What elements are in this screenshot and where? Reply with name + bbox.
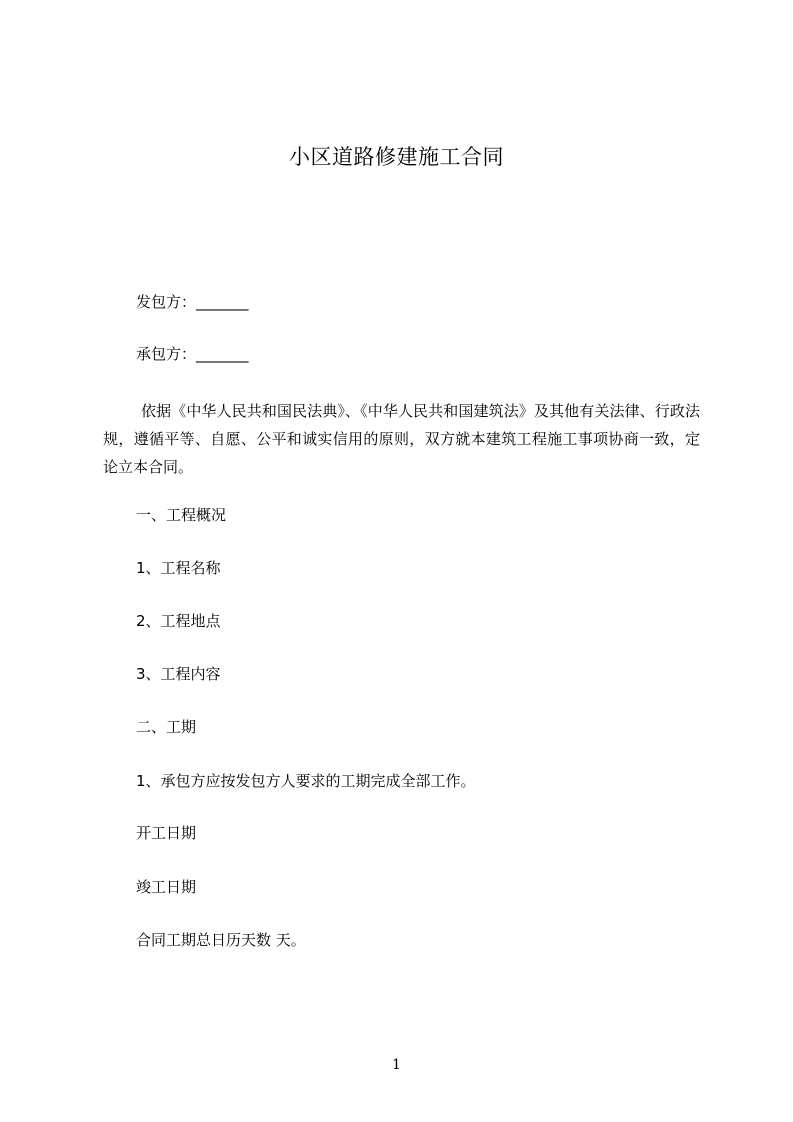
party-b-line: 承包方：_______ [136,345,249,363]
section-heading-schedule: 二、工期 [136,718,197,736]
item-project-content: 3、工程内容 [136,665,221,683]
completion-date-label: 竣工日期 [136,878,197,896]
preamble-paragraph: 依据《中华人民共和国民法典》、《中华人民共和国建筑法》及其他有关法律、行政法规，遵循平等、自愿、公平和诚实信用的原则，双方就本建筑工程施工事项协商一致，定论立本合同。 [103,402,700,476]
item-schedule-requirement: 1、承包方应按发包方人要求的工期完成全部工作。 [136,772,476,790]
start-date-label: 开工日期 [136,824,197,842]
party-a-line: 发包方：_______ [136,293,249,311]
item-project-name: 1、工程名称 [136,559,221,577]
item-project-location: 2、工程地点 [136,612,221,630]
page-number: 1 [392,1057,401,1073]
section-heading-overview: 一、工程概况 [136,506,227,524]
document-title: 小区道路修建施工合同 [289,145,504,169]
total-days-line: 合同工期总日历天数 天。 [136,931,306,949]
